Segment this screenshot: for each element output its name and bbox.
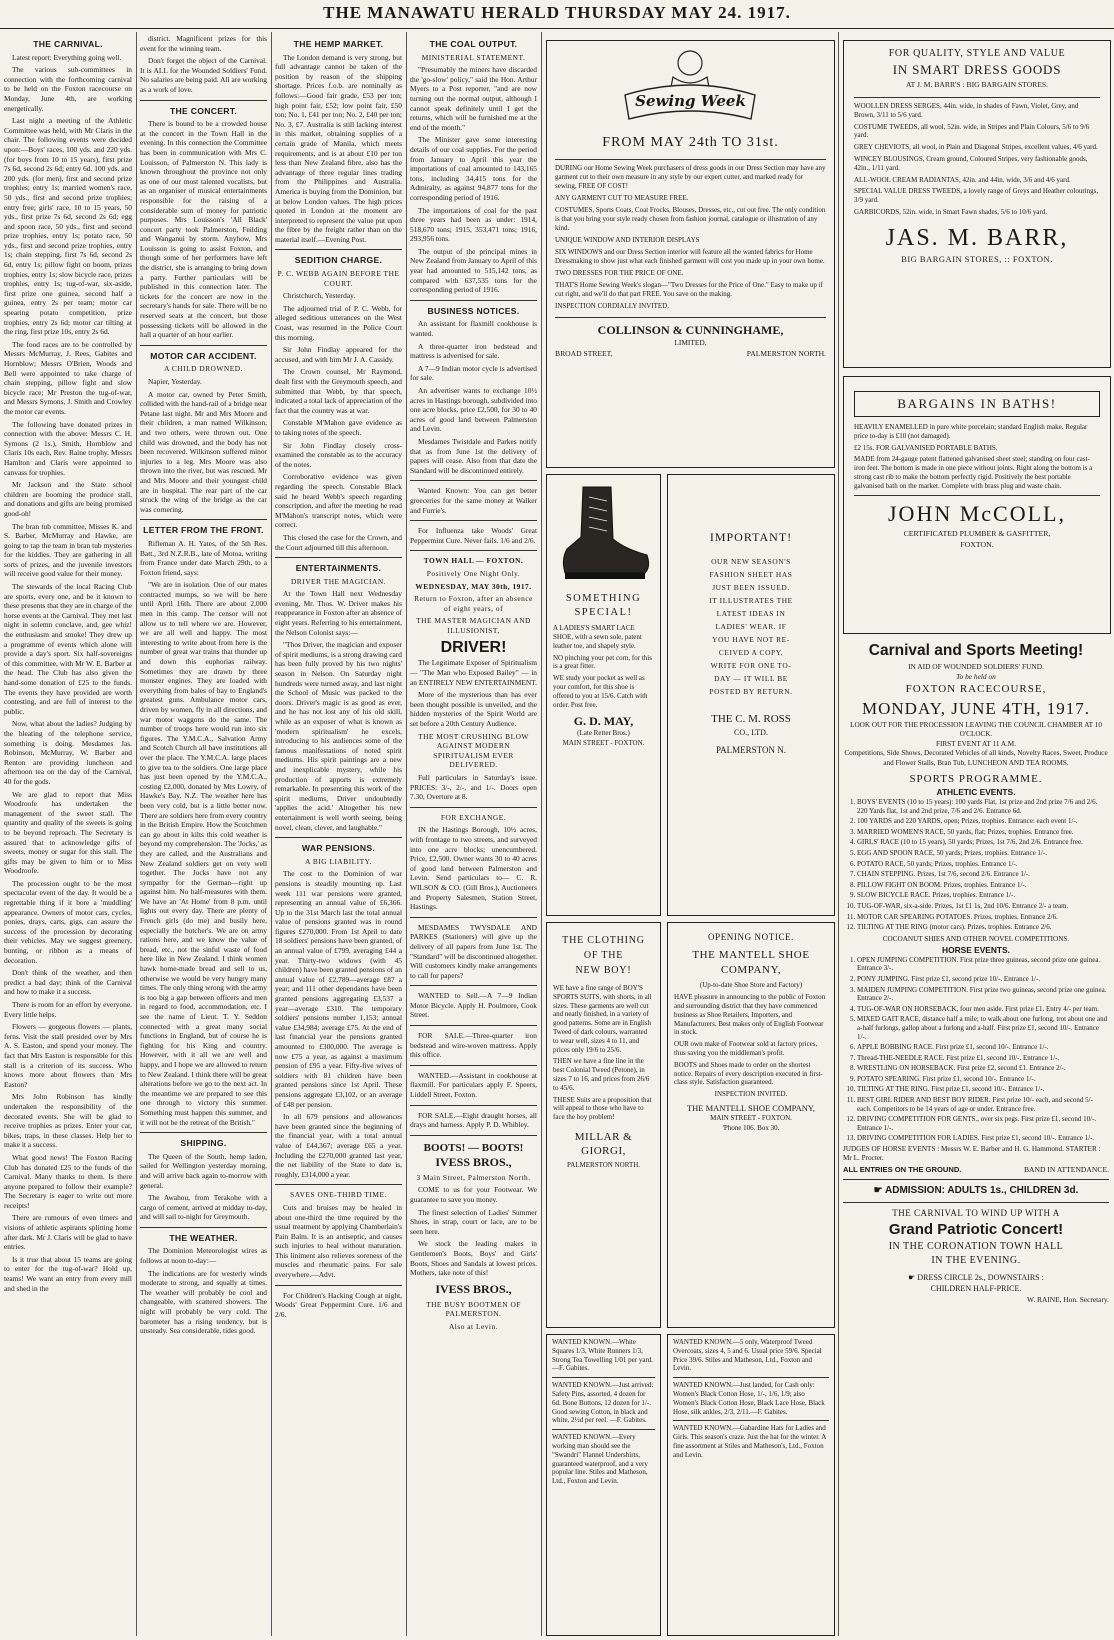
athletic-event: 6. POTATO RACE, 50 yards; Prizes, trophies. Entrance 1/-.	[857, 860, 1109, 869]
carnival-paragraph: Flowers — gorgeous flowers — plants, ferns. Visit the stall presided over by Mrs A. S. Easton, and spend your money. The fact that Mrs Easton is responsible for this stall is a criterion of its success. Who knows more about flowers than Mrs Easton?	[4, 1022, 132, 1089]
driver-description: The Legitimate Exposer of Spiritualism — "The Man who Exposed Bailey" — in an ENTIRELY NEW ENTERTAINMENT.	[410, 658, 537, 687]
something-heading: SOMETHING	[565, 593, 642, 605]
mantell-name: THE MANTELL SHOE COMPANY,	[692, 949, 810, 976]
horse-heading: HORSE EVENTS.	[942, 944, 1010, 955]
barr-ad	[843, 40, 1111, 368]
wind-up-line: THE CARNIVAL TO WIND UP WITH A	[892, 1207, 1060, 1218]
evening-line: IN THE EVENING.	[931, 1254, 1021, 1266]
barr-name: JAS. M. BARR,	[885, 224, 1069, 251]
ross-line: JUST BEEN ISSUED.	[712, 583, 790, 592]
coal-paragraph: "Presumably the miners have discarded the 'go-slow' policy," said the Hon. Arthur Myers to a Post reporter, "and are now turning out the normal output, although I cannot speak definitely until I get the returns, which will be furnished me at the end of the month."	[410, 65, 537, 132]
war-pensions-heading: WAR PENSIONS.	[301, 843, 376, 854]
lace-shoe-icon	[553, 479, 653, 589]
carnival-paragraph: The procession ought to be the most spectacular event of the day. It would be a regrettable thing if it bore a 'muddling' appearance. Owners of motor cars, cycles, ponies, drays, carts, gigs, can assure the success of the procession by decorating their vehicles. May we suggest greenery, bunting, or ribbon as a means of decoration.	[4, 878, 132, 965]
band-attendance: BAND IN ATTENDANCE.	[1023, 1164, 1109, 1174]
entertainment-paragraph: At the Town Hall next Wednesday evening, Mr. Thos. W. Driver makes his reappearance in Foxton after an absence of eight years. Referring to his entertainment, the Nelson Colonist says:—	[275, 589, 402, 637]
ross-line: CEIVED A COPY,	[718, 648, 784, 657]
shipping-paragraph: The Queen of the South, hemp laden, sailed for Wellington yesterday morning, and will arrive back again to-morrow with general.	[140, 1151, 267, 1190]
for-sale-notice: FOR SALE.—Three-quarter iron bedstead and wire-woven mattress. Apply this office.	[410, 1031, 537, 1060]
barr-head-3: AT J. M. BARR'S : BIG BARGAIN STORES.	[905, 80, 1049, 89]
judges-line: JUDGES OF HORSE EVENTS : Messrs W. E. Barber and H. G. Hammond. STARTER : Mr L. Procter.	[843, 1145, 1101, 1163]
collinson-firm: COLLINSON & CUNNINGHAME,	[597, 323, 784, 337]
carnival-date: MONDAY, JUNE 4TH, 1917.	[862, 699, 1090, 718]
coal-paragraph: The Minister gave some interesting details of our coal supplies. For the period from January to April this year the importations of coal amounted to 143,165 tons, including 34,415 tons for the Admiralty, as against 94,877 tons for the corresponding period of 1916.	[410, 135, 537, 202]
secretary-line: W. RAINE, Hon. Secretary.	[1027, 1294, 1109, 1304]
carnival-paragraph: Mr Jackson and the State school children are booming the produce stall, and donations and gifts are being promised good-oh!	[4, 480, 132, 518]
sewing-paragraphs	[555, 164, 826, 311]
influenza-notice: For Influenza take Woods' Great Peppermint Cure. Never fails. 1/6 and 2/6.	[410, 526, 537, 545]
sewing-illustration	[555, 45, 826, 129]
millar-para-2: THEN we have a fine line in the best Colonial Tweed (Petone), in sizes 7 to 16, and prices from 26/6 to 45/6.	[553, 1057, 650, 1092]
sewing-paragraph: TWO DRESSES FOR THE PRICE OF ONE.	[555, 269, 684, 277]
barr-item: GREY CHEVIOTS, all wool, in Plain and Diagonal Stripes, excellent values, 4/6 yard.	[854, 143, 1098, 152]
business-paragraph: An assistant for flaxmill cookhouse is wanted.	[410, 319, 537, 339]
magician-line: THE MASTER MAGICIAN AND ILLUSIONIST,	[416, 616, 531, 635]
paragraph: Don't forget the object of the Carnival. It is ALL for the Wounded Soldiers' Fund. No salaries are being paid. All are working as a work of love.	[140, 56, 267, 94]
ivess-para-1: COME to us for your Footwear. We guarantee to save you money.	[410, 1185, 537, 1204]
small-ads-right	[667, 1334, 835, 1636]
small-ad: WANTED KNOWN.—Every working man should see the "Swandri" Flannel Undershirts, guaranteed waterproof, and a very popular line. Stiles and Matheson, Ltd., Foxton and Levin.	[552, 1433, 648, 1486]
carnival-paragraph: Mrs John Robinson has kindly undertaken the responsibility of the decorated events. She will be glad to receive trophies as prizes. Enter your car, bikes, traps, in these classes. Help her to make it a success.	[4, 1092, 132, 1150]
carnival-paragraph: Don't think of the weather, and then predict a bad day; think of the Carnival and how to make it a success.	[4, 968, 132, 997]
townhall-heading: TOWN HALL — FOXTON.	[423, 556, 524, 566]
millar-title-line: NEW BOY!	[575, 965, 632, 976]
divider	[410, 1135, 537, 1136]
horse-event: 7. Thread-THE-NEEDLE RACE. First prize £1, second 10/-. Entrance 1/-.	[857, 1054, 1109, 1063]
carnival-paragraph: There are rumours of even timers and visions of athletic aspirants splitting home after dark. Mr J. Claris will be glad to have entries.	[4, 1213, 132, 1252]
column-rule	[271, 32, 272, 1636]
divider	[410, 807, 537, 808]
divider	[410, 985, 537, 986]
millar-title-line: THE CLOTHING	[562, 935, 645, 946]
war-pensions-subheading: A BIG LIABILITY.	[305, 856, 372, 866]
carnival-paragraph: The bran tub committee, Misses K. and S. Barber, McMurray and Hawke, are going to tap the team in bran tub mysteries for the kiddies. They are gathering in all sorts of prizes, and the juvenile investors will receive good value for their money.	[4, 521, 132, 579]
carnival-paragraph: The various sub-committees in connection with the forthcoming carnival to be held on the Foxton racecourse on Monday, June 4th, are working energetically.	[4, 65, 132, 113]
townhall-date: WEDNESDAY, MAY 30th, 1917.	[415, 581, 532, 591]
divider	[140, 1227, 267, 1228]
collinson-limited: LIMITED,	[674, 338, 707, 347]
sedition-heading: SEDITION CHARGE.	[294, 255, 383, 266]
concert-paragraphs	[140, 119, 267, 340]
dress-circle-line	[843, 1272, 1109, 1283]
mccoll-town: FOXTON.	[960, 539, 994, 549]
ross-firm: THE C. M. ROSS	[711, 713, 791, 725]
collinson-street: BROAD STREET,	[555, 349, 613, 359]
divider	[275, 249, 402, 250]
war-pension-paragraph: In all 679 pensions and allowances have been granted since the beginning of the financial year, with a total annual value of £44,367; average £65 a year. Including the £270,000 granted last year, the net liability of the State to date is, roughly, £314,000 a year.	[275, 1112, 402, 1179]
divider	[140, 345, 267, 346]
athletic-event: 5. EGG AND SPOON RACE, 50 yards; Prizes, trophies. Entrance 1/-.	[857, 849, 1109, 858]
entertainments-heading: ENTERTAINMENTS.	[295, 563, 382, 574]
horse-event: 8. WRESTLING ON HORSEBACK. First prize £2, second £1. Entrance 2/-.	[857, 1064, 1109, 1073]
ivess-tagline: THE BUSY BOOTMEN OF PALMERSTON.	[426, 1299, 521, 1319]
ivess-name-2: IVESS BROS.,	[435, 1281, 512, 1296]
baths-title: BARGAINS IN BATHS!	[854, 391, 1100, 417]
millar-para-1: WE have a fine range of BOY'S SPORTS SUITS, with shorts, in all sizes. These garments are well cut and neatly finished, in a variety of good patterns. Some are in English Tweed of dark colours, warranted to wear well, sizes 4 to 11, and prices only 19/6 to 25/6.	[553, 984, 652, 1054]
horse-event: 2. PONY JUMPING. First prize £1, second prize 10/-. Entrance 1/-.	[857, 975, 1109, 984]
ross-line: POSTED BY RETURN.	[709, 687, 793, 696]
townhall-sub: Positively One Night Only.	[426, 568, 521, 578]
shipping-paragraphs	[140, 1152, 267, 1222]
cough-notice: For Children's Hacking Cough at night, Woods' Great Peppermint Cure. 1/6 and 2/6.	[275, 1290, 402, 1319]
athletic-event: 2. 100 YARDS and 220 YARDS, open; Prizes, trophies. Entrance: each event 1/-.	[857, 817, 1109, 826]
mccoll-name: JOHN McCOLL,	[888, 500, 1066, 526]
baths-paragraph: £2 15s. FOR GALVANISED PORTABLE BATHS.	[854, 443, 998, 452]
column-two-intro	[140, 34, 267, 95]
barr-item: WINCEY BLOUSINGS, Cream ground, Coloured Stripes, very fashionable goods, 42in., 1/11 yard.	[854, 154, 1088, 172]
motor-accident-heading: MOTOR CAR ACCIDENT.	[150, 350, 257, 361]
carnival-heading: THE CARNIVAL.	[33, 39, 103, 49]
ross-ad	[667, 474, 835, 916]
barr-head-1: FOR QUALITY, STYLE AND VALUE	[888, 48, 1066, 59]
coal-heading: THE COAL OUTPUT.	[429, 39, 518, 49]
may-para-2: NO pinching your pet corn, for this is a great fitter.	[553, 653, 652, 671]
driver-blow: THE MOST CRUSHING BLOW AGAINST MODERN SPIRITUALISM EVER DELIVERED.	[418, 731, 529, 770]
sports-heading: SPORTS PROGRAMME.	[909, 773, 1043, 786]
ross-town: PALMERSTON N.	[715, 745, 787, 755]
ross-line: FASHION SHEET HAS	[709, 570, 793, 579]
coal-subheading: MINISTERIAL STATEMENT.	[421, 52, 526, 62]
for-sale-horses-notice: FOR SALE.—Eight draught horses, all drays and harness. Apply P. D. Whibley.	[410, 1110, 537, 1130]
shipping-heading: SHIPPING.	[180, 1138, 227, 1149]
barr-item: SPECIAL VALUE DRESS TWEEDS, a lovely range of Greys and Heather colourings, 3/9 yard.	[854, 187, 1099, 205]
carnival-venue: FOXTON RACECOURSE,	[905, 683, 1047, 695]
carnival-paragraph: There is room for an effort by everyone. Every little helps.	[4, 1000, 132, 1019]
business-paragraph: A 7—9 Indian motor cycle is advertised for sale.	[410, 363, 537, 383]
may-shoe-ad	[546, 474, 661, 916]
ross-line: WRITE FOR ONE TO-	[710, 661, 792, 670]
sewing-week-banner: Sewing Week	[635, 92, 746, 110]
exchange-paragraph: IN the Hastings Borough, 10½ acres, with frontage to two streets, and surveyed into one acre blocks; unencumbered. Price, £2,500. Owner wants 30 to 40 acres of good land between Palmerston and Levin. Send particulars to— C. R. WILSON & CO. (Gill Bros.), Auctioneers and Property Salesmen, Station Street, Hastings.	[410, 825, 537, 912]
boots-heading: BOOTS! — BOOTS!	[423, 1141, 524, 1154]
divider	[410, 550, 537, 551]
concert-title: Grand Patriotic Concert!	[888, 1220, 1064, 1238]
special-heading: SPECIAL!	[574, 607, 633, 619]
divider	[410, 1105, 537, 1106]
mantell-inspection: INSPECTION INVITED.	[714, 1090, 788, 1099]
collinson-town: PALMERSTON NORTH.	[746, 349, 826, 359]
seamstress-icon	[555, 45, 825, 129]
divider	[555, 317, 826, 318]
divider	[410, 300, 537, 301]
entertainments-subheading: DRIVER THE MAGICIAN.	[290, 576, 387, 586]
mantell-address: MAIN STREET - FOXTON.	[710, 1114, 792, 1123]
ross-line: IT ILLUSTRATES THE	[709, 596, 793, 605]
baths-paragraph: HEAVILY ENAMELLED in pure white porcelain; standard English make. Regular price to-day is £10 (not damaged).	[854, 423, 1088, 440]
sedition-paragraph: Christchurch, Yesterday.	[283, 291, 356, 301]
business-paragraph: Mesdames Twistdale and Parkes notify that as from June 1st the delivery of papers will cease. Also from that date the Standard will be discontinued entirely.	[410, 436, 537, 475]
sedition-paragraph: Corroborative evidence was given regarding the speech. Constable Black said he heard Webb's speech regarding conscription, and after the meeting he read M'Mahon's transcript notes, which were correct.	[275, 472, 402, 530]
cocoanut-line: COCOANUT SHIES AND OTHER NOVEL COMPETITIONS.	[882, 934, 1070, 943]
wanted-sell-notice: WANTED to Sell.—A 7—9 Indian Motor Bicycle. Apply H. Poulmore, Cook Street.	[410, 991, 537, 1020]
horse-event: 11. BEST GIRL RIDER AND BEST BOY RIDER. First prize 10/- each, and second 5/- each. Competitors to be 14 years of age or under. Entrance free.	[857, 1096, 1109, 1113]
shipping-paragraph: The Awahou, from Terakohe with a cargo of cement, arrived at midday to-day, and will sail to-night for Greymouth.	[140, 1193, 267, 1222]
horse-event: 3. MAIDEN JUMPING COMPETITION. First prize two guineas, second prize one guinea. Entrance 2/-.	[857, 986, 1109, 1003]
mantell-para-3: BOOTS and Shoes made to order on the shortest notice. Repairs of every description executed in first-class style. Satisfaction guaranteed.	[674, 1060, 823, 1087]
letter-paragraph: Rifleman A. H. Yates, of the 5th Res. Batt., 3rd N.Z.R.B., late of Motoa, writing from France under date March 29th, to a Foxton friend, says:	[140, 538, 267, 577]
sedition-paragraphs	[275, 291, 402, 552]
athletic-event: 8. PILLOW FIGHT ON BOOM. Prizes, trophies. Entrance 1/-.	[857, 881, 1109, 890]
ivess-name: IVESS BROS.,	[435, 1154, 512, 1169]
business-paragraphs	[410, 319, 537, 475]
carnival-aid: IN AID OF WOUNDED SOLDIERS' FUND.	[908, 662, 1044, 671]
entertainment-paragraph: "Thos Driver, the magician and exposer of spirit mediums, is a strong drawing card has been fully proved by his two nights' season in Nelson. On Saturday night hundreds were turned away, and last night the School of Music was packed to the doors. Driver's magic is as good as ever, and he has not lost any of his old skill, while as an exposer of what is known as 'modern spiritualism' he excels, introducing to his audiences some of the famous manifestations of noted spirit mediums. His spirit paintings are a new and inexplicable mystery, while his production of apports is extremely remarkable. In presenting this work of the spirit mediums, Driver undoubtedly 'applies the acid.' Altogether his new entertainment is well worth seeing, being novel, clean, clever, and laughable."	[275, 640, 402, 832]
column-four	[410, 34, 537, 1634]
divider	[275, 557, 402, 558]
ross-co: CO., LTD.	[734, 728, 768, 737]
small-ad: WANTED KNOWN.—White Squares 1/3, White Runners 1/3, Strong Tea Towelling 1/01 per yard.—F. Gabites.	[552, 1338, 654, 1373]
horse-event: 9. POTATO SPEARING. First prize £1, second 10/-. Entrance 1/-.	[857, 1075, 1109, 1084]
mantell-para-2: OUR own make of Footwear sold at factory prices, thus saving you the middleman's profit.	[674, 1040, 818, 1057]
athletic-event: 11. MOTOR CAR SPEARING POTATOES. Prizes, trophies. Entrance 2/6.	[857, 913, 1109, 922]
concert-heading: THE CONCERT.	[169, 105, 238, 116]
weather-heading: THE WEATHER.	[169, 1232, 238, 1243]
ross-line: LADIES' WEAR. IF	[715, 622, 787, 631]
divider	[410, 520, 537, 521]
war-pension-paragraph: The cost to the Dominion of war pensions is steadily mounting up. Last week 111 war pensions were granted, representing an annual value of £6,366. Up to the 31st March last the total annual value of pensions granted was in round figures £270,000. From 1st April to date 18 soldiers' pensions have been granted, of an annual value of £799, averaging £44 a year. Thirty-two widows (with 45 children) have been granted pensions of an annual value of £2,789—average £87 a year; and 111 other dependants have been granted pensions aggregating £3,537 a year—average £310. The temporary soldiers' pensions number 1,153; annual value £34,984; average £75. At the end of last financial year the pensions granted amounted to £300,000. The average is now £75 a year, as against a maximum pension of £95 a year. Fifty-five wives of soldiers with 81 children have been granted pensions since 1st April. These pensions aggregate £3,102, or an average of £48 per pension.	[275, 869, 402, 1109]
small-ad: WANTED KNOWN.—Just arrived: Safety Pins, assorted, 4 dozen for 6d. Bone Buttons, 12 dozen for 1/-. Good sewing Cotton, in black and white, 2½d per reel. —F. Gabites.	[552, 1381, 654, 1425]
divider	[140, 519, 267, 520]
carnival-procession: LOOK OUT FOR THE PROCESSION LEAVING THE COUNCIL CHAMBER AT 10 O'CLOCK.	[850, 721, 1102, 739]
may-address: MAIN STREET - FOXTON.	[562, 738, 645, 747]
sewing-paragraph: INSPECTION CORDIALLY INVITED.	[555, 302, 669, 310]
war-pensions-paragraphs	[275, 869, 402, 1179]
ross-line: LATEST IDEAS IN	[716, 609, 786, 618]
sewing-paragraph: SIX WINDOWS and our Dress Section interior will feature all the wanted fabrics for Home Dressmaking to show just what each finished garment will cost you made up in your own home.	[555, 248, 825, 265]
ross-lines	[674, 555, 828, 698]
barr-item: COSTUME TWEEDS, all wool, 52in. wide, in Stripes and Plain Colours, 5/6 to 9/6 yard.	[854, 122, 1090, 140]
sewing-paragraph: DURING our Home Sewing Week purchasers of dress goods in our Dress Section may have any garment cut to their own measure in any style by our expert cutter, and marked ready for sewing, FREE OF COST!	[555, 164, 826, 190]
barr-items	[854, 102, 1100, 217]
carnival-ad	[843, 640, 1109, 1636]
athletic-event: 9. SLOW BICYCLE RACE. Prizes, trophies. Entrance 1/-.	[857, 891, 1109, 900]
mccoll-sub: CERTIFICATED PLUMBER & GASFITTER,	[903, 528, 1051, 538]
ross-line: YOU HAVE NOT RE-	[712, 635, 790, 644]
millar-town: PALMERSTON NORTH.	[566, 1160, 641, 1169]
admission-text: ADMISSION: ADULTS 1s., CHILDREN 3d.	[885, 1184, 1079, 1196]
barr-item: GARBICORDS, 52in. wide, in Smart Fawn shades, 5/6 to 10/6 yard.	[854, 207, 1048, 216]
millar-title-line: OF THE	[583, 950, 624, 961]
divider	[410, 917, 537, 918]
coal-paragraph: The output of the principal mines in New Zealand from January to April of this year had amounted to 515,142 tons, as compared with 637,535 tons for the corresponding period of 1916.	[410, 246, 537, 295]
small-ad: WANTED KNOWN.—Just landed, for Cash only: Women's Black Cotton Hose, 1/-, 1/6, 1/9; also Women's Black Cotton Hose, Black Lace Hose, Black Hose, silk ankles, 2/3, 2/11.—F. Gabites.	[673, 1381, 825, 1416]
sewing-paragraph: THAT'S Home Sewing Week's slogan—"Two Dresses for the Price of One." Easy to make up if cut right, and we'll do that part FREE. You save on the making.	[555, 281, 823, 298]
column-rule	[406, 32, 407, 1636]
athletic-event: 12. TILTING AT THE RING (motor cars). Prizes, trophies. Entrance 2/6.	[857, 923, 1109, 932]
athletic-heading: ATHLETIC EVENTS.	[936, 787, 1016, 798]
exchange-heading: FOR EXCHANGE.	[440, 812, 507, 822]
column-carnival-news	[4, 34, 132, 1634]
mantell-name-2: THE MANTELL SHOE COMPANY,	[686, 1103, 816, 1114]
may-name: G. D. MAY,	[573, 714, 634, 729]
coal-paragraph: The importations of coal for the past three years had been as under: 1914, 518,670 tons; 1915, 353,471 tons; 1916, 293,956 tons.	[410, 205, 537, 244]
ross-line: DAY — IT WILL BE	[714, 674, 788, 683]
millar-firm: MILLAR & GIORGI,	[574, 1130, 633, 1157]
ivess-para-2: The finest selection of Ladies' Summer Shoes, in strap, court or lace, are to be seen here.	[410, 1207, 537, 1236]
weather-paragraphs	[140, 1246, 267, 1335]
town-hall-line: IN THE CORONATION TOWN HALL	[888, 1240, 1064, 1252]
letter-paragraphs	[140, 539, 267, 1127]
horse-event: 6. APPLE BOBBING RACE. First prize £1, second 10/-. Entrance 1/-.	[857, 1043, 1109, 1052]
small-ad: WANTED KNOWN.—Gabardine Hats for Ladies and Girls. This season's craze. Just the hat for the winter. A fine assortment at Stiles and Matheson's, Ltd., Foxton and Levin.	[673, 1424, 826, 1459]
motor-paragraph: A motor car, owned by Peter Smith, collided with the hand-rail of a bridge near Petane last night. Mr and Mrs Moore and their children, a man named Wilkinson, and two others, were thrown out. One child was drowned, and the body has not been recovered. Wilkinson suffered minor injuries to a leg. Mrs Moore was also thrown into the river, but was rescued. Mr and Mrs Moore and their youngest child are in hospital. The rear part of the car struck the wing of the bridge as the car was cornering.	[140, 389, 267, 514]
driver-prices: Full particulars in Saturday's issue. PRICES: 3/-, 2/-, and 1/-. Doors open 7.30, Overture at 8.	[410, 773, 537, 802]
millar-ad	[546, 922, 661, 1328]
small-ads-left	[546, 1334, 661, 1636]
motor-paragraph: Napier, Yesterday.	[148, 377, 202, 386]
may-para-1: A LADIES'S SMART LACE SHOE, with a sewn sole, patent leather toe, and shapely style.	[553, 624, 642, 650]
weather-paragraph: The Dominion Meteorologist wires as follows at noon to-day:—	[140, 1246, 267, 1266]
sedition-paragraph: Constable M'Mahon gave evidence as to taking notes of the speech.	[275, 418, 402, 437]
mantell-ad	[667, 922, 835, 1328]
athletic-event: 4. GIRLS' RACE (10 to 15 years), 50 yards; Prizes, 1st 7/6, 2nd 2/6. Entrance free.	[857, 838, 1109, 847]
small-ad: WANTED KNOWN.—5 only, Waterproof Tweed Overcoats, sizes 4, 5 and 6. Usual price 59/6. Special Price 39/6. Stiles and Matheson, Ltd., Foxton and Levin.	[673, 1338, 822, 1373]
divider	[275, 1184, 402, 1185]
saves-paragraph: Cuts and bruises may be healed in about one-third the time required by the usual treatment by applying Chamberlain's Pain Balm. It is an antiseptic, and causes such injuries to heal without maturation. This liniment also relieves soreness of the muscles and rheumatic pains. For sale everywhere.—Advt.	[275, 1202, 402, 1280]
carnival-paragraphs	[4, 53, 132, 1294]
horse-event: 12. DRIVING COMPETITION FOR GENTS., over six pegs. First prize £1, second 10/-. Entrance 1/-.	[857, 1115, 1109, 1132]
column-three	[275, 34, 402, 1634]
masthead: THE MANAWATU HERALD THURSDAY MAY 24. 1917.	[0, 0, 1114, 29]
letter-paragraph: "We are in isolation. One of our mates contracted mumps, so we will be here until April 16th. There are about 2,000 men in this camp. The censor will not allow us to tell where we are. However, we are all well and happy. The most interesting to write about from here is the number of great war trains that thunder up and down this euphorias railway. Sometimes they are drawn by three monster engines. They are loaded with everything from bales of hay to England's greatest guns. Ambulance motor cars, driven by women, fly in all directions, and war motor waggons do the same. The number of troops here would run into six figures. The Y.M.C.A., Salvation Army and Scotch Church all have institutions all over the place. The Y.M.C.A. large places to give tea to the soldiers. One large place has just been opened by the Y.M.C.A., costing £2,000, donated by Mrs Lowry, of Hawke's Bay, N.Z. The weather here has been very cold, but is a little better now. There are soldiers here from every country in the British Empire. How the Scotchmen can go about in kilts this cold weather is beyond my comprehension. The 'Jocks,' as they are called, and the Australians and New Zealand soldiers get on very well together. The Jocks have not any sympathy for the German—right up against him. No half-measures with them. We have an 'At Home' from 8 p.m. until lights out every day. There are plenty of French girls (do me) and busily here, especially the butcher's. We are on army rations here, and we know the value of bread, etc., not the sinful waste of food here like in New Zealand. I think women hawk home-made bread and sell to us, otherwise we would be very hungry many times. The only thing wrong with the army is too big a gap between officers and men in regard to food, accommodation, etc. I see the name of Lieut. T. Y. Seddon connected with a great many social functions in England, but of course he is fighting for his King and country. However, with it all we are well and happy, and I hope we are allowed to return to New Zealand. I think there will be great alterations before we go to the next act. In the meantime we are prepared to see this one through to victory this summer. Something must happen this summer, and it will not be the retreat of the British."	[140, 580, 267, 1127]
mantell-para-1: HAVE pleasure in announcing to the public of Foxton and surrounding district that they have commenced business as Shoe Retailers, Importers, and Manufacturers. Best makes only of English Footwear in stock.	[674, 993, 826, 1037]
carnival-held: To be held on	[956, 672, 996, 681]
barr-item: WOOLLEN DRESS SERGES, 44in. wide, in shades of Fawn, Violet, Grey, and Brown, 3/11 to 5/6 yard.	[854, 102, 1079, 119]
millar-title	[553, 933, 654, 978]
pointing-hand-icon: ☛	[908, 1272, 918, 1282]
ivess-also: Also at Levin.	[448, 1321, 499, 1331]
concert-paragraph: There is bound to be a crowded house at the concert in the Town Hall in the evening. In this connection the Committee has been in communication with Mrs C. Louisson, of Palmerston N. This lady is known throughout the province not only as one of our most talented vocalists, but as an organiser of musical entertainments responsible for the raising of a considerable sum of money for patriotic purposes. Mrs Louisson's 'All Black' concert party took Palmerston, Feilding and Wanganui by storm. Anyhow, Mrs Louisson is going to assist Foxton, and though some of her performers have left the district, she is arranging to bring down a party. Further particulars will be published in this connection later. The tickets for the concert are now in the secretary's hands for sale. There will be no reserved seats at the concert, but those possessing tickets will be allowed in the hall a quarter of an hour earlier.	[140, 119, 267, 340]
divider	[140, 100, 267, 101]
business-heading: BUSINESS NOTICES.	[427, 305, 520, 316]
pointing-hand-icon: ☛	[873, 1184, 885, 1196]
important-heading: IMPORTANT!	[709, 530, 793, 544]
sedition-paragraph: Sir John Findlay appeared for the accused, and with him Mr J. A. Cassidy.	[275, 345, 402, 364]
baths-paragraph: MADE from 24-gauge patent flattened galvanised sheet steel; standing on four cast-iron feet. The bottom is made in one piece without joints. Right along the bottom is a strong cast rib to make the bottom perfectly rigid. Positively the best portable galvanised bath on the market. Complete with brass plug and waste chain.	[854, 455, 1093, 490]
barr-sub: BIG BARGAIN STORES, :: FOXTON.	[901, 253, 1053, 264]
divider	[555, 159, 826, 160]
may-late: (Late Retter Bros.)	[577, 729, 630, 738]
hemp-heading: THE HEMP MARKET.	[293, 39, 384, 49]
paragraph: district. Magnificent prizes for this event for the winning team.	[140, 34, 267, 53]
ivess-address: 3 Main Street, Palmerston North.	[416, 1172, 531, 1182]
carnival-paragraph: The food races are to be controlled by Messrs McMurray, J. Rees, Gabites and Hornblow; Messrs O'Brien, Woods and Bell were appointed to take charge of chain stepping, pillow fight and slow bicycle race; Mr Preston the tug-of-war, and Messrs Symons, J. Smith and Crowley the motor car events.	[4, 339, 132, 416]
sedition-paragraph: The adjourned trial of P. C. Webb, for alleged seditious utterances on the West Coast, was resumed in the Police Court this morning.	[275, 303, 402, 342]
all-entries: ALL ENTRIES ON THE GROUND.	[843, 1164, 962, 1174]
sewing-paragraph: ANY GARMENT CUT TO MEASURE FREE.	[555, 194, 689, 202]
horse-event: 4. TUG-OF-WAR ON HORSEBACK, four men aside. First prize £1. Entry 4/- per team.	[857, 1005, 1109, 1014]
entertainments-paragraphs	[275, 589, 402, 832]
carnival-paragraph: The stewards of the local Racing Club are sports, every one, and be it known to these presents that they are in charge of the horse events at the Carnival. They met last night in solemn conclave, and, gee whiz! the enthusiasm and smoke! They drew up a programme of events which alone will provide a day's sport. Six half-sovereigns of this committee, with Mr W. E. Barber at the head. The Club has also given the hand-some donation of £25 to the funds. The events they have provided are worth contesting, and are full of interest to the public.	[4, 582, 132, 716]
carnival-paragraph: The following have donated prizes in connection with the above: Messrs C. H. Symons (2 1s.), Smith, Hornblow and Claris 10s each, Rev. Raine trophy. Messrs Hamlton and Claris were appointed to canvass for trophies.	[4, 419, 132, 477]
barr-item: ALL-WOOL CREAM RADIANTAS, 42in. and 44in. wide, 3/6 and 4/6 yard.	[854, 175, 1071, 184]
mesdames-notice: MESDAMES TWYSDALE AND PARKES (Stationers) will give up the delivery of all papers from June 1st. The "Standard" will be discontinued altogether. Will customers kindly make arrangements to call for papers?	[410, 922, 537, 980]
divider	[275, 1285, 402, 1286]
column-rule	[838, 32, 839, 1636]
horse-events-list	[843, 956, 1109, 1143]
sedition-subheading: P. C. WEBB AGAIN BEFORE THE COURT.	[277, 269, 400, 288]
carnival-paragraph: Latest report: Everything going well.	[12, 52, 122, 62]
millar-para-3: THESE Suits are a proposition that will appeal to those who have to face the boy problem!	[553, 1095, 652, 1122]
collinson-address	[555, 349, 826, 358]
entries-row	[843, 1164, 1109, 1175]
divider	[410, 480, 537, 481]
carnival-paragraph: Now, what about the ladies? Judging by the bleating of the telephone service, something is doing. Mesdames Jas. Robinson, McMurray, W. Barber and Renton are providing luncheon and afternoon tea on the day of the Carnival, 40 for the gods.	[4, 719, 132, 786]
saves-heading: SAVES ONE-THIRD TIME.	[290, 1190, 387, 1200]
sedition-paragraph: This closed the case for the Crown, and the Court adjourned till this afternoon.	[275, 532, 402, 552]
divider	[410, 1065, 537, 1066]
divider	[275, 837, 402, 838]
townhall-return: Return to Foxton, after an absence of eight years, of	[414, 594, 533, 613]
sedition-paragraph: Sir John Findlay closely cross-examined the constable as to the accuracy of the notes.	[275, 440, 402, 469]
horse-event: 13. DRIVING COMPETITION FOR LADIES. First prize £1, second 10/-. Entrance 1/-.	[857, 1134, 1109, 1143]
ross-line: OUR NEW SEASON'S	[711, 557, 791, 566]
column-two	[140, 34, 267, 1634]
wanted-known-greceries: Wanted Known: You can get better greeceries for the same money at Walker and Furrie's.	[410, 486, 537, 515]
barr-head-2: IN SMART DRESS GOODS	[892, 62, 1062, 77]
opening-notice: OPENING NOTICE.	[708, 932, 794, 942]
admission-line	[843, 1184, 1109, 1198]
coal-paragraphs	[410, 65, 537, 295]
hemp-paragraph: The London demand is very strong, but full advantage cannot be taken of the position by reason of the shipping shortage. Prices f.o.b. are nominally as follows:—Good fair grade, £53 per ton; high point fair, £52; low point fair, £50 ton; No. 1, £41 per ton; No. 2, £40 per ton; No. 3, £7. Australia is still lacking interest in this market, obtaining supplies of a certain grade of Manila, which meets requirements, and is at about £10 per ton less than New Zealand fibre, also has the advantage of three regular lines trading from the Philippines and Australia. America is buying from the Dominion, but at below London values. The high prices quoted in London at the moment are interpreted to represent the value put upon the fibre by the freight rather than on the material itself.—Evening Post.	[275, 52, 402, 244]
motor-accident-subheading: A CHILD DROWNED.	[164, 364, 243, 374]
business-paragraph: A three-quarter iron bedstead and mattress is advertised for sale.	[410, 341, 537, 361]
column-rule	[541, 32, 542, 1636]
sewing-paragraph: COSTUMES, Sports Coats, Coat Frocks, Blouses, Dresses, etc., cut out free. The only condition is that you bring your style ready chosen from fashion journal, catalogue or illustration of any kind.	[555, 206, 826, 232]
carnival-competitions: Competitions, Side Shows, Decorated Vehicles of all kinds, Novelty Races, Sweet, Produce and Flower Stalls, Bran Tub, LUNCHEON AND TEA ROOMS.	[844, 749, 1108, 767]
divider	[410, 1025, 537, 1026]
sewing-week-ad	[546, 40, 835, 468]
athletic-events-list	[843, 798, 1109, 932]
letter-heading: LETTER FROM THE FRONT.	[143, 525, 264, 536]
sewing-dates: FROM MAY 24th TO 31st.	[602, 135, 779, 150]
driver-more: More of the mysterious than has ever been thought possible is unveiled, and the hidden mysteries of the Spirit World are set before a 20th Century Audience.	[410, 690, 537, 729]
dress-circle-text: DRESS CIRCLE 2s., DOWNSTAIRS :	[917, 1272, 1044, 1282]
carnival-paragraph: Last night a meeting of the Athletic Committee was held, with Mr Claris in the chair. The following events were decided upon:—Boys' races, 100 yds. and 220 yds. (for boys from 10 to 15 years), first prize 7s 6d, second 2s 6d; entry 6d. 100 yds. and 200 yds. (for men), first and second prize trophies; entry 1s; married women's race, 50 yds., first and second prize trophies; entry free; girls' race, 10 to 15 years, 50 yds., first prize 7s 6d, second 2s 6d; egg and spoon race, 50 yds., first and second prize trophies, entry 1s; potato race, 50 yds., first and second prize trophies, entry 1s; chain stepping, first 7s 6d, second 2s 6d, entry 1s; pillow fight on boom, prizes trophies, entry 1s; slow bicycle race, prizes trophies, entry 1s; tug-of-war, six-aside, first prize one guinea, second half a guinea, entry 2s per team; motor car spearing potato competition, prize trophies, entry 2s 6d; motor car tilting at the ring, first prize 10s, entry 2s 6d.	[4, 116, 132, 337]
wanted-assistant-notice: WANTED.—Assistant in cookhouse at flaxmill. For particulars apply F. Speers, Liddell Street, Foxton.	[410, 1070, 537, 1100]
athletic-event: 10. TUG-OF-WAR, six-a-side. Prizes, 1st £1 1s, 2nd 10/6. Entrance 2/- a team.	[857, 902, 1109, 911]
motor-accident-paragraphs	[140, 377, 267, 514]
horse-event: 10. TILTING AT THE RING. First prize £1, second 10/-. Entrance 1/-.	[857, 1085, 1109, 1094]
driver-title: DRIVER!	[440, 639, 507, 657]
mantell-phone: 'Phone 106. Box 30.	[722, 1123, 780, 1132]
baths-ad	[843, 376, 1111, 634]
baths-paragraphs	[854, 423, 1100, 491]
ivess-para-3: We stock the leading makes in Gentlemen's Boots, Boys' and Girls' Boots, Shoes and Sandals at lowest prices. Mothers, take note of this!	[410, 1239, 537, 1278]
carnival-title: Carnival and Sports Meeting!	[868, 642, 1084, 659]
athletic-event: 7. CHAIN STEPPING. Prizes, 1st 7/6, second 2/6. Entrance 1/-.	[857, 870, 1109, 879]
mantell-sub: (Up-to-date Shoe Store and Factory)	[699, 981, 803, 989]
hemp-paragraphs	[275, 53, 402, 245]
carnival-paragraph: We are glad to report that Miss Woodroofe has undertaken the management of the sweet stall. The quantity and quality of the sweets is going to be beyond reproach. The Secretary is assured that to acknowledge gifts of sweets, money or sugar for this stall. The gifts may be given to him or to Miss Woodroofe.	[4, 789, 132, 876]
sewing-paragraph: UNIQUE WINDOW AND INTERIOR DISPLAYS	[555, 236, 700, 244]
business-paragraph: An advertiser wants to exchange 10½ acres in Hastings borough, subdivided into one acre blocks, price £2,500, for 30 to 40 acres of good land between Palmerston and Levin.	[410, 386, 537, 434]
carnival-first-event: FIRST EVENT AT 11 A.M.	[935, 739, 1016, 748]
children-line: CHILDREN HALF-PRICE.	[930, 1283, 1022, 1293]
may-para-3: WE study your pocket as well as your comfort, for this shoe is offered to you at 15/6. Catch with order. Post free.	[553, 674, 648, 709]
sedition-paragraph: The Crown counsel, Mr Raymond, dealt first with the Greymouth speech, and submitted that Webb, by that speech, indicated a total lack of appreciation of the fact that the country was at war.	[275, 367, 402, 415]
weather-paragraph: The indications are for westerly winds moderate to strong, and squally at times. The weather will probably be cool and changeable, with scattered showers. The night will probably be very cold. The barometer has a rising tendency, but is unsteady. Sea considerable, tides good.	[140, 1268, 267, 1336]
horse-event: 5. MIXED GAIT RACE, distance half a mile; to walk about one furlong, trot about one and a-half furlongs, gallop about a furlong and a-half. First prize £1, second 10/-. Entrance 1/-.	[857, 1015, 1109, 1041]
horse-event: 1. OPEN JUMPING COMPETITION. First prize three guineas, second prize one guinea. Entrance 3/-.	[857, 956, 1109, 973]
carnival-paragraph: Is it true that about 15 teams are going to enter for the tug-of-war? Hold up, teams! We want an entry from every mill and shed in the	[4, 1254, 132, 1293]
column-rule	[136, 32, 137, 1636]
carnival-paragraph: What good news! The Foxton Racing Club has donated £25 to the funds of the Carnival. Many thanks to them. Is there anyone prepared to follow their example? The Secretary is eager to write out more receipts!	[4, 1152, 132, 1210]
athletic-event: 3. MARRIED WOMEN'S RACE, 50 yards, flat; Prizes, trophies. Entrance free.	[857, 828, 1109, 837]
divider	[140, 1132, 267, 1133]
athletic-event: 1. BOYS' EVENTS (10 to 15 years): 100 yards Flat, 1st prize and 2nd prize 7/6 and 2/6. 220 Yards flat, 1st and 2nd prize, 7/6 and 2/6. Entrance 6d.	[857, 798, 1109, 815]
